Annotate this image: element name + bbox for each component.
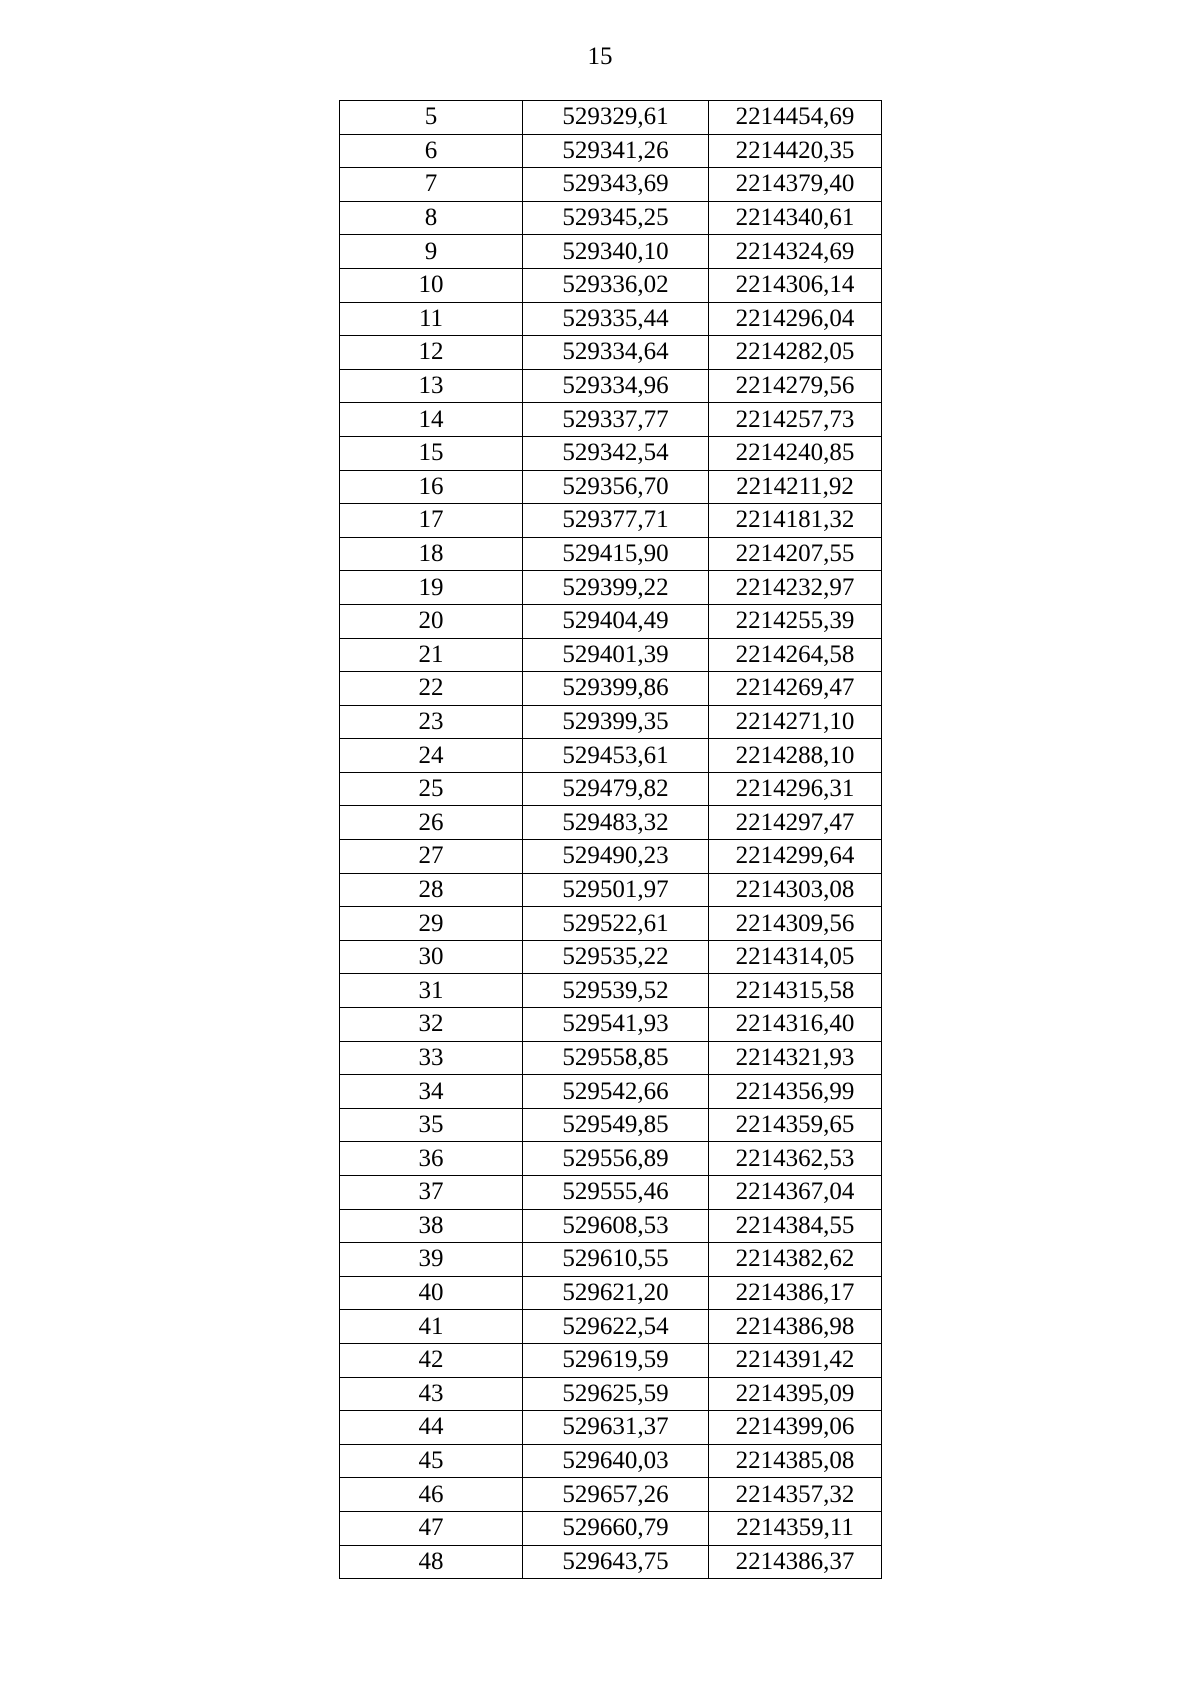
table-row [340, 739, 882, 773]
y-coordinate-cell: 2214340,61 [709, 201, 882, 235]
table-row [340, 268, 882, 302]
point-number-cell: 43 [340, 1377, 523, 1411]
table-row [340, 772, 882, 806]
y-coordinate-cell: 2214271,10 [709, 705, 882, 739]
point-number-cell: 30 [340, 940, 523, 974]
point-number-cell: 6 [340, 134, 523, 168]
point-number-cell: 42 [340, 1343, 523, 1377]
y-coordinate-cell: 2214420,35 [709, 134, 882, 168]
y-coordinate-cell: 2214299,64 [709, 840, 882, 874]
y-coordinate-cell: 2214309,56 [709, 907, 882, 941]
x-coordinate-cell: 529549,85 [523, 1108, 709, 1142]
y-coordinate-cell: 2214362,53 [709, 1142, 882, 1176]
x-coordinate-cell: 529631,37 [523, 1411, 709, 1445]
table-row [340, 1310, 882, 1344]
x-coordinate-cell: 529377,71 [523, 504, 709, 538]
table-row [340, 638, 882, 672]
point-number-cell: 29 [340, 907, 523, 941]
y-coordinate-cell: 2214282,05 [709, 336, 882, 370]
point-number-cell: 45 [340, 1444, 523, 1478]
table-row [340, 1545, 882, 1579]
table-row [340, 201, 882, 235]
point-number-cell: 14 [340, 403, 523, 437]
x-coordinate-cell: 529541,93 [523, 1008, 709, 1042]
point-number-cell: 47 [340, 1511, 523, 1545]
point-number-cell: 10 [340, 268, 523, 302]
x-coordinate-cell: 529399,86 [523, 672, 709, 706]
y-coordinate-cell: 2214367,04 [709, 1176, 882, 1210]
table-row [340, 436, 882, 470]
point-number-cell: 26 [340, 806, 523, 840]
table-row [340, 369, 882, 403]
point-number-cell: 31 [340, 974, 523, 1008]
y-coordinate-cell: 2214321,93 [709, 1041, 882, 1075]
x-coordinate-cell: 529660,79 [523, 1511, 709, 1545]
table-row [340, 1478, 882, 1512]
coordinates-table [339, 100, 882, 1579]
point-number-cell: 25 [340, 772, 523, 806]
y-coordinate-cell: 2214359,11 [709, 1511, 882, 1545]
point-number-cell: 37 [340, 1176, 523, 1210]
x-coordinate-cell: 529401,39 [523, 638, 709, 672]
point-number-cell: 22 [340, 672, 523, 706]
x-coordinate-cell: 529337,77 [523, 403, 709, 437]
table-row [340, 470, 882, 504]
point-number-cell: 39 [340, 1243, 523, 1277]
page-number: 15 [587, 43, 613, 70]
y-coordinate-cell: 2214395,09 [709, 1377, 882, 1411]
y-coordinate-cell: 2214357,32 [709, 1478, 882, 1512]
y-coordinate-cell: 2214288,10 [709, 739, 882, 773]
y-coordinate-cell: 2214264,58 [709, 638, 882, 672]
y-coordinate-cell: 2214181,32 [709, 504, 882, 538]
table-row [340, 1041, 882, 1075]
coordinates-table-body [340, 101, 882, 1579]
point-number-cell: 38 [340, 1209, 523, 1243]
x-coordinate-cell: 529608,53 [523, 1209, 709, 1243]
x-coordinate-cell: 529343,69 [523, 168, 709, 202]
x-coordinate-cell: 529334,64 [523, 336, 709, 370]
point-number-cell: 13 [340, 369, 523, 403]
y-coordinate-cell: 2214315,58 [709, 974, 882, 1008]
x-coordinate-cell: 529640,03 [523, 1444, 709, 1478]
y-coordinate-cell: 2214386,37 [709, 1545, 882, 1579]
x-coordinate-cell: 529610,55 [523, 1243, 709, 1277]
point-number-cell: 9 [340, 235, 523, 269]
table-row [340, 134, 882, 168]
table-row [340, 504, 882, 538]
x-coordinate-cell: 529404,49 [523, 604, 709, 638]
x-coordinate-cell: 529329,61 [523, 101, 709, 135]
point-number-cell: 40 [340, 1276, 523, 1310]
table-row [340, 1411, 882, 1445]
point-number-cell: 19 [340, 571, 523, 605]
table-row [340, 672, 882, 706]
x-coordinate-cell: 529341,26 [523, 134, 709, 168]
y-coordinate-cell: 2214384,55 [709, 1209, 882, 1243]
y-coordinate-cell: 2214386,98 [709, 1310, 882, 1344]
y-coordinate-cell: 2214211,92 [709, 470, 882, 504]
point-number-cell: 17 [340, 504, 523, 538]
point-number-cell: 35 [340, 1108, 523, 1142]
y-coordinate-cell: 2214454,69 [709, 101, 882, 135]
x-coordinate-cell: 529621,20 [523, 1276, 709, 1310]
point-number-cell: 21 [340, 638, 523, 672]
point-number-cell: 36 [340, 1142, 523, 1176]
table-row [340, 537, 882, 571]
table-row [340, 705, 882, 739]
x-coordinate-cell: 529335,44 [523, 302, 709, 336]
table-row [340, 571, 882, 605]
x-coordinate-cell: 529555,46 [523, 1176, 709, 1210]
point-number-cell: 5 [340, 101, 523, 135]
x-coordinate-cell: 529625,59 [523, 1377, 709, 1411]
x-coordinate-cell: 529356,70 [523, 470, 709, 504]
y-coordinate-cell: 2214297,47 [709, 806, 882, 840]
table-row [340, 840, 882, 874]
y-coordinate-cell: 2214257,73 [709, 403, 882, 437]
y-coordinate-cell: 2214314,05 [709, 940, 882, 974]
table-row [340, 1511, 882, 1545]
y-coordinate-cell: 2214316,40 [709, 1008, 882, 1042]
y-coordinate-cell: 2214303,08 [709, 873, 882, 907]
x-coordinate-cell: 529415,90 [523, 537, 709, 571]
table-row [340, 403, 882, 437]
y-coordinate-cell: 2214232,97 [709, 571, 882, 605]
point-number-cell: 33 [340, 1041, 523, 1075]
x-coordinate-cell: 529340,10 [523, 235, 709, 269]
table-row [340, 940, 882, 974]
table-row [340, 1343, 882, 1377]
y-coordinate-cell: 2214391,42 [709, 1343, 882, 1377]
table-row [340, 302, 882, 336]
y-coordinate-cell: 2214306,14 [709, 268, 882, 302]
y-coordinate-cell: 2214382,62 [709, 1243, 882, 1277]
point-number-cell: 48 [340, 1545, 523, 1579]
point-number-cell: 16 [340, 470, 523, 504]
x-coordinate-cell: 529399,22 [523, 571, 709, 605]
table-row [340, 1377, 882, 1411]
x-coordinate-cell: 529483,32 [523, 806, 709, 840]
y-coordinate-cell: 2214296,31 [709, 772, 882, 806]
y-coordinate-cell: 2214359,65 [709, 1108, 882, 1142]
point-number-cell: 8 [340, 201, 523, 235]
y-coordinate-cell: 2214255,39 [709, 604, 882, 638]
table-row [340, 806, 882, 840]
table-row [340, 873, 882, 907]
point-number-cell: 20 [340, 604, 523, 638]
table-row [340, 1276, 882, 1310]
table-row [340, 235, 882, 269]
table-row [340, 1008, 882, 1042]
point-number-cell: 7 [340, 168, 523, 202]
x-coordinate-cell: 529479,82 [523, 772, 709, 806]
table-row [340, 336, 882, 370]
y-coordinate-cell: 2214269,47 [709, 672, 882, 706]
y-coordinate-cell: 2214207,55 [709, 537, 882, 571]
point-number-cell: 46 [340, 1478, 523, 1512]
point-number-cell: 15 [340, 436, 523, 470]
x-coordinate-cell: 529345,25 [523, 201, 709, 235]
x-coordinate-cell: 529490,23 [523, 840, 709, 874]
x-coordinate-cell: 529558,85 [523, 1041, 709, 1075]
table-row [340, 604, 882, 638]
y-coordinate-cell: 2214324,69 [709, 235, 882, 269]
y-coordinate-cell: 2214356,99 [709, 1075, 882, 1109]
table-row [340, 1444, 882, 1478]
x-coordinate-cell: 529399,35 [523, 705, 709, 739]
table-row [340, 1075, 882, 1109]
table-row [340, 1209, 882, 1243]
y-coordinate-cell: 2214240,85 [709, 436, 882, 470]
y-coordinate-cell: 2214279,56 [709, 369, 882, 403]
table-row [340, 907, 882, 941]
x-coordinate-cell: 529542,66 [523, 1075, 709, 1109]
x-coordinate-cell: 529535,22 [523, 940, 709, 974]
point-number-cell: 18 [340, 537, 523, 571]
y-coordinate-cell: 2214399,06 [709, 1411, 882, 1445]
point-number-cell: 32 [340, 1008, 523, 1042]
point-number-cell: 34 [340, 1075, 523, 1109]
y-coordinate-cell: 2214385,08 [709, 1444, 882, 1478]
x-coordinate-cell: 529453,61 [523, 739, 709, 773]
point-number-cell: 24 [340, 739, 523, 773]
point-number-cell: 44 [340, 1411, 523, 1445]
y-coordinate-cell: 2214296,04 [709, 302, 882, 336]
table-row [340, 1243, 882, 1277]
y-coordinate-cell: 2214386,17 [709, 1276, 882, 1310]
point-number-cell: 28 [340, 873, 523, 907]
x-coordinate-cell: 529334,96 [523, 369, 709, 403]
table-row [340, 1108, 882, 1142]
x-coordinate-cell: 529342,54 [523, 436, 709, 470]
x-coordinate-cell: 529539,52 [523, 974, 709, 1008]
x-coordinate-cell: 529619,59 [523, 1343, 709, 1377]
point-number-cell: 12 [340, 336, 523, 370]
x-coordinate-cell: 529501,97 [523, 873, 709, 907]
x-coordinate-cell: 529622,54 [523, 1310, 709, 1344]
x-coordinate-cell: 529522,61 [523, 907, 709, 941]
x-coordinate-cell: 529556,89 [523, 1142, 709, 1176]
table-row [340, 974, 882, 1008]
table-row [340, 1176, 882, 1210]
point-number-cell: 27 [340, 840, 523, 874]
x-coordinate-cell: 529657,26 [523, 1478, 709, 1512]
x-coordinate-cell: 529643,75 [523, 1545, 709, 1579]
table-row [340, 1142, 882, 1176]
point-number-cell: 23 [340, 705, 523, 739]
table-row [340, 101, 882, 135]
point-number-cell: 11 [340, 302, 523, 336]
x-coordinate-cell: 529336,02 [523, 268, 709, 302]
table-row [340, 168, 882, 202]
y-coordinate-cell: 2214379,40 [709, 168, 882, 202]
point-number-cell: 41 [340, 1310, 523, 1344]
